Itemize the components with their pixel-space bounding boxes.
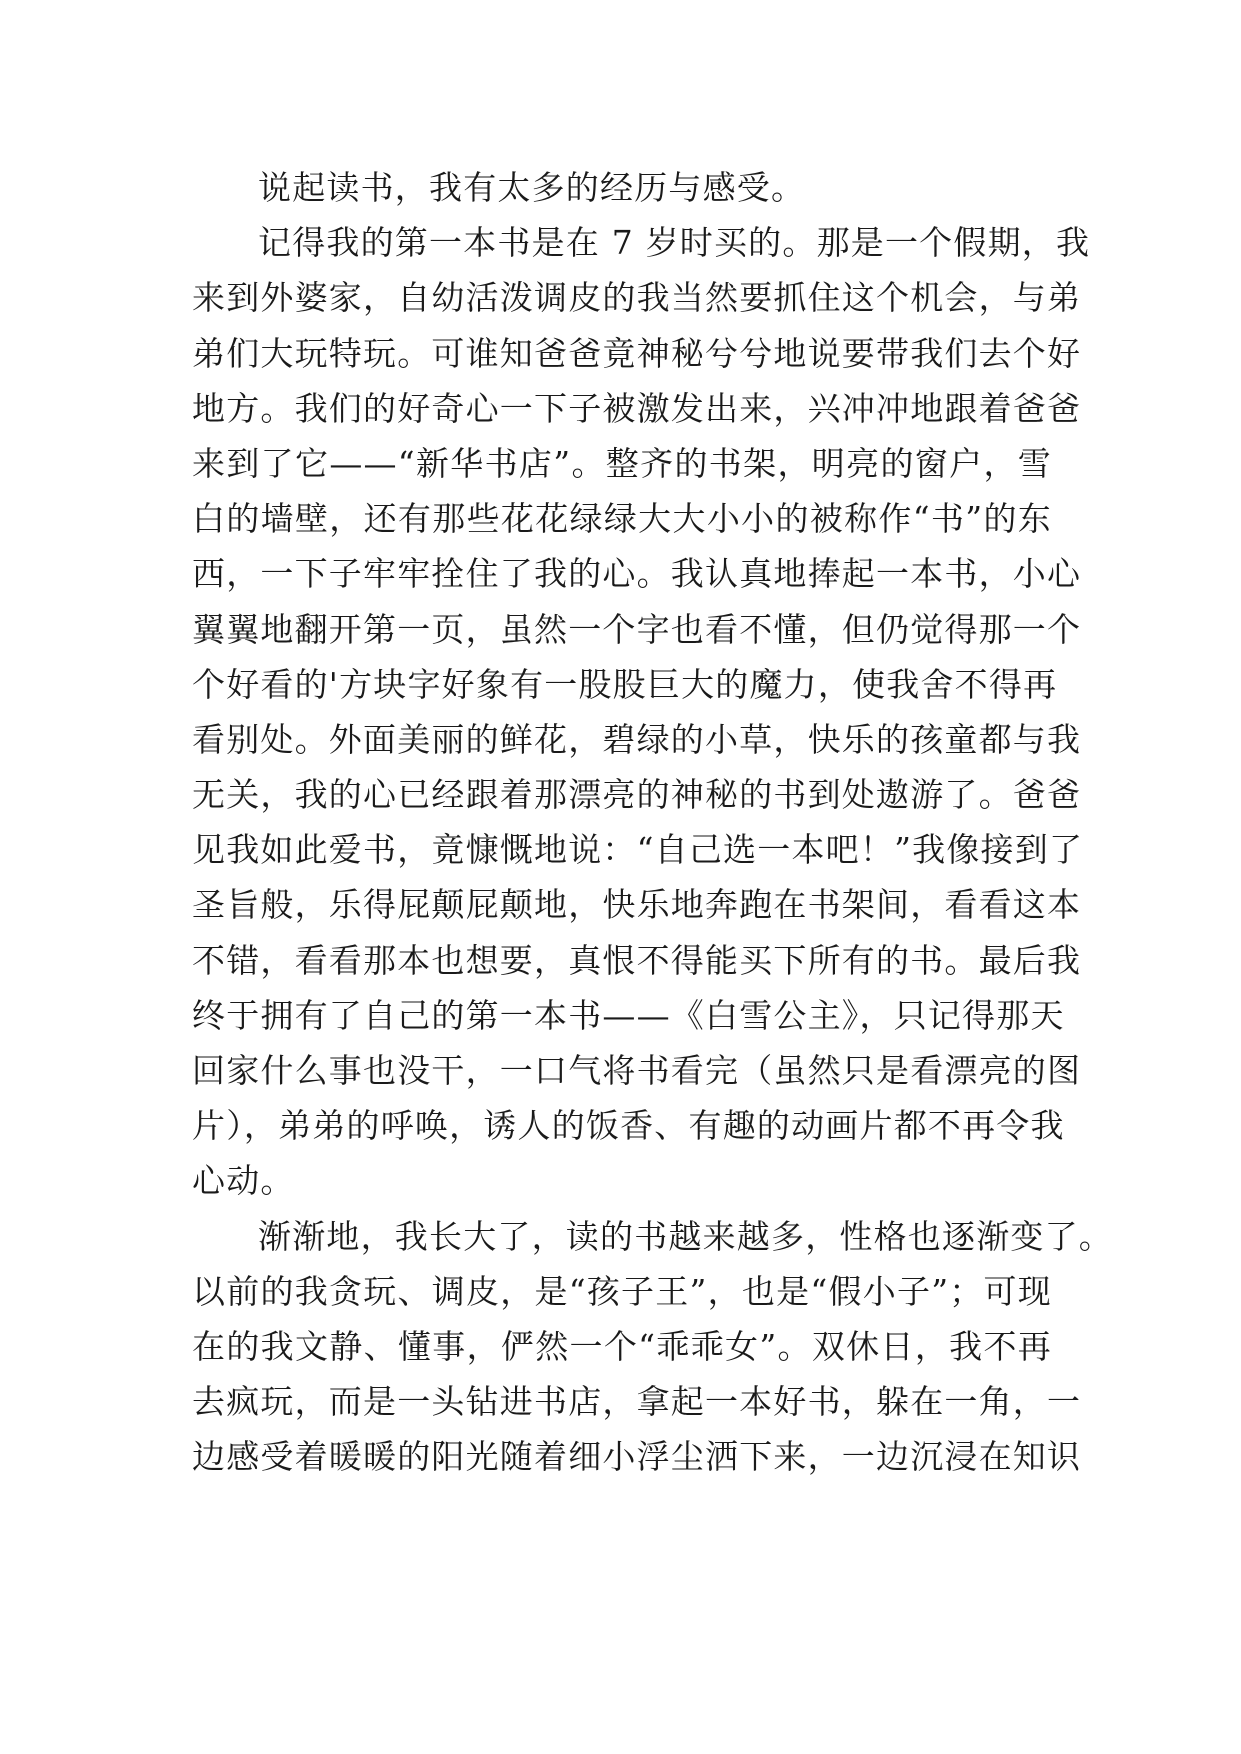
text-line: 片），弟弟的呼唤，诱人的饭香、有趣的动画片都不再令我 [192, 1106, 1065, 1146]
paragraph [192, 215, 1091, 1208]
text-line: 白的墙壁，还有那些花花绿绿大大小小的被称作“书”的东 [192, 499, 1052, 539]
text-line: 翼翼地翻开第一页，虽然一个字也看不懂，但仍觉得那一个 [192, 609, 1082, 649]
text-line: 记得我的第一本书是在 7 岁时买的。那是一个假期，我 [258, 223, 1091, 263]
document-body [192, 160, 1113, 1485]
text-line: 去疯玩，而是一头钻进书店，拿起一本好书，躲在一角，一 [192, 1382, 1082, 1422]
text-line: 心动。 [192, 1161, 295, 1201]
text-line: 圣旨般，乐得屁颠屁颠地，快乐地奔跑在书架间，看看这本 [192, 885, 1082, 925]
text-line: 说起读书，我有太多的经历与感受。 [258, 168, 806, 207]
text-line: 终于拥有了自己的第一本书——《白雪公主》，只记得那天 [192, 995, 1065, 1035]
text-line: 见我如此爱书，竟慷慨地说：“自己选一本吧！”我像接到了 [192, 830, 1084, 870]
paragraph [192, 1209, 1113, 1485]
text-line: 以前的我贪玩、调皮，是“孩子王”，也是“假小子”；可现 [192, 1271, 1052, 1311]
text-line: 回家什么事也没干，一口气将书看完（虽然只是看漂亮的图 [192, 1051, 1082, 1090]
text-line: 来到了它——“新华书店”。整齐的书架，明亮的窗户，雪 [192, 443, 1052, 483]
text-line: 渐渐地，我长大了，读的书越来越多，性格也逐渐变了。 [258, 1216, 1113, 1256]
text-line: 无关，我的心已经跟着那漂亮的神秘的书到处遨游了。爸爸 [192, 775, 1082, 815]
text-line: 在的我文静、懂事，俨然一个“乖乖女”。双休日，我不再 [192, 1326, 1052, 1366]
paragraph [192, 160, 1052, 215]
text-line: 来到外婆家，自幼活泼调皮的我当然要抓住这个机会，与弟 [192, 278, 1082, 318]
text-line: 不错，看看那本也想要，真恨不得能买下所有的书。最后我 [192, 940, 1082, 980]
text-line: 地方。我们的好奇心一下子被激发出来，兴冲冲地跟着爸爸 [192, 388, 1082, 428]
text-line: 看别处。外面美丽的鲜花，碧绿的小草，快乐的孩童都与我 [192, 719, 1082, 759]
text-line: 弟们大玩特玩。可谁知爸爸竟神秘兮兮地说要带我们去个好 [192, 333, 1082, 373]
text-line: 边感受着暖暖的阳光随着细小浮尘洒下来，一边沉浸在知识 [192, 1437, 1082, 1477]
text-line: 西，一下子牢牢拴住了我的心。我认真地捧起一本书，小心 [192, 554, 1082, 594]
text-line: 个好看的'方块字好象有一股股巨大的魔力，使我舍不得再 [192, 664, 1058, 704]
